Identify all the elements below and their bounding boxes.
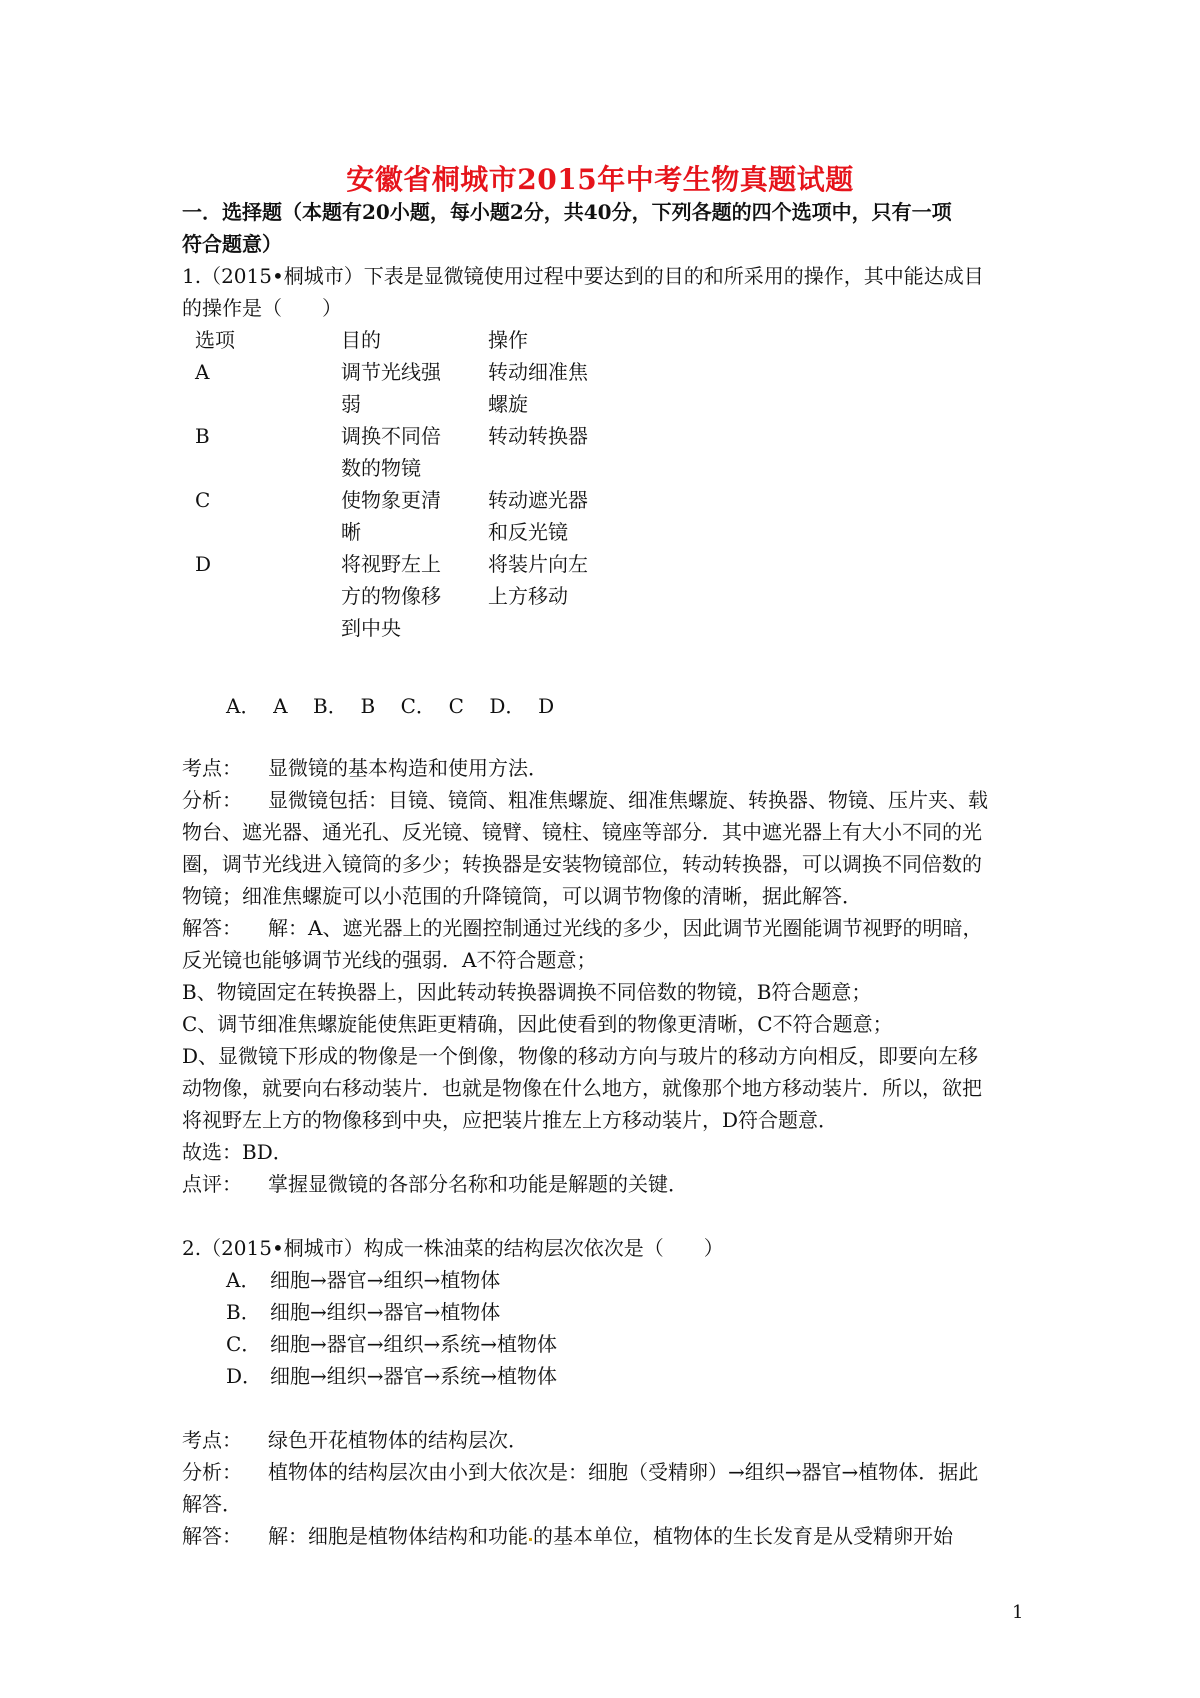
q1-stem-line2: 的操作是（ ）	[182, 296, 342, 320]
page-title: 安徽省桐城市2015年中考生物真题试题	[346, 163, 854, 196]
q2-stem: 2.（2015•桐城市）构成一株油菜的结构层次依次是（ ）	[182, 1236, 724, 1260]
table-row-b-goal: 调换不同倍	[341, 424, 441, 448]
table-row-d-option: D	[195, 552, 212, 576]
q2-kaodian: 考点： 绿色开花植物体的结构层次．	[182, 1428, 528, 1452]
q2-choice-d: D． 细胞→组织→器官→系统→植物体	[226, 1364, 558, 1388]
q1-stem-line1: 1.（2015•桐城市）下表是显微镜使用过程中要达到的目的和所采用的操作，其中能达成目	[182, 264, 984, 288]
q1-jieda-line: B、物镜固定在转换器上，因此转动转换器调换不同倍数的物镜，B符合题意；	[182, 980, 872, 1004]
table-row-a-goal: 弱	[341, 392, 361, 416]
table-header-option: 选项	[195, 328, 235, 352]
table-row-c-option: C	[195, 488, 211, 512]
table-row-d-goal: 到中央	[341, 616, 401, 640]
q1-jieda-line: C、调节细准焦螺旋能使焦距更精确，因此使看到的物像更清晰，C不符合题意；	[182, 1012, 893, 1036]
q2-jieda: 解答： 解：细胞是植物体结构和功能 的基本单位，植物体的生长发育是从受精卵开始	[182, 1524, 953, 1548]
table-row-a-operation: 转动细准焦	[488, 360, 588, 384]
q1-dianping: 点评： 掌握显微镜的各部分名称和功能是解题的关键．	[182, 1172, 688, 1196]
q1-jieda-line: 动物像，就要向右移动装片．也就是物像在什么地方，就像那个地方移动装片．所以，欲把	[182, 1076, 982, 1100]
stray-mark	[529, 1538, 532, 1541]
q1-fenxi: 分析： 显微镜包括：目镜、镜筒、粗准焦螺旋、细准焦螺旋、转换器、物镜、压片夹、载	[182, 788, 988, 812]
table-header-operation: 操作	[488, 328, 528, 352]
table-row-a-operation: 螺旋	[488, 392, 528, 416]
q2-choice-b: B． 细胞→组织→器官→植物体	[226, 1300, 501, 1324]
table-row-d-goal: 将视野左上	[341, 552, 441, 576]
q1-jieda-line: D、显微镜下形成的物像是一个倒像，物像的移动方向与玻片的移动方向相反，即要向左移	[182, 1044, 979, 1068]
table-row-a-goal: 调节光线强	[341, 360, 441, 384]
q1-choices: A． A B． B C． C D． D	[226, 694, 555, 718]
table-row-c-operation: 和反光镜	[488, 520, 568, 544]
table-header-goal: 目的	[341, 328, 381, 352]
table-row-c-operation: 转动遮光器	[488, 488, 588, 512]
table-row-c-goal: 晰	[341, 520, 361, 544]
q1-jieda-line: 反光镜也能够调节光线的强弱．A不符合题意；	[182, 948, 597, 972]
table-row-d-goal: 方的物像移	[341, 584, 441, 608]
q2-fenxi-line: 解答．	[182, 1492, 242, 1516]
section-heading-line1: 一．选择题（本题有20小题，每小题2分，共40分，下列各题的四个选项中，只有一项	[182, 200, 952, 224]
table-row-b-goal: 数的物镜	[341, 456, 421, 480]
q1-jieda-line: 将视野左上方的物像移到中央，应把装片推左上方移动装片，D符合题意．	[182, 1108, 839, 1132]
page-number: 1	[1012, 1602, 1024, 1623]
q1-fenxi-line: 圈，调节光线进入镜筒的多少；转换器是安装物镜部位，转动转换器，可以调换不同倍数的	[182, 852, 982, 876]
q2-choice-a: A． 细胞→器官→组织→植物体	[226, 1268, 501, 1292]
q1-jieda: 解答： 解：A、遮光器上的光圈控制通过光线的多少，因此调节光圈能调节视野的明暗，	[182, 916, 983, 940]
table-row-d-operation: 将装片向左	[488, 552, 588, 576]
q1-fenxi-line: 物台、遮光器、通光孔、反光镜、镜臂、镜柱、镜座等部分．其中遮光器上有大小不同的光	[182, 820, 982, 844]
section-heading-line2: 符合题意）	[182, 232, 282, 256]
table-row-a-option: A	[195, 360, 210, 384]
q2-fenxi: 分析： 植物体的结构层次由小到大依次是：细胞（受精卵）→组织→器官→植物体．据此	[182, 1460, 979, 1484]
table-row-b-option: B	[195, 424, 210, 448]
q1-answer: 故选：BD．	[182, 1140, 293, 1164]
q1-fenxi-line: 物镜；细准焦螺旋可以小范围的升降镜筒，可以调节物像的清晰，据此解答．	[182, 884, 862, 908]
table-row-b-operation: 转动转换器	[488, 424, 588, 448]
q2-choice-c: C． 细胞→器官→组织→系统→植物体	[226, 1332, 558, 1356]
q1-kaodian: 考点： 显微镜的基本构造和使用方法．	[182, 756, 548, 780]
table-row-d-operation: 上方移动	[488, 584, 568, 608]
table-row-c-goal: 使物象更清	[341, 488, 441, 512]
